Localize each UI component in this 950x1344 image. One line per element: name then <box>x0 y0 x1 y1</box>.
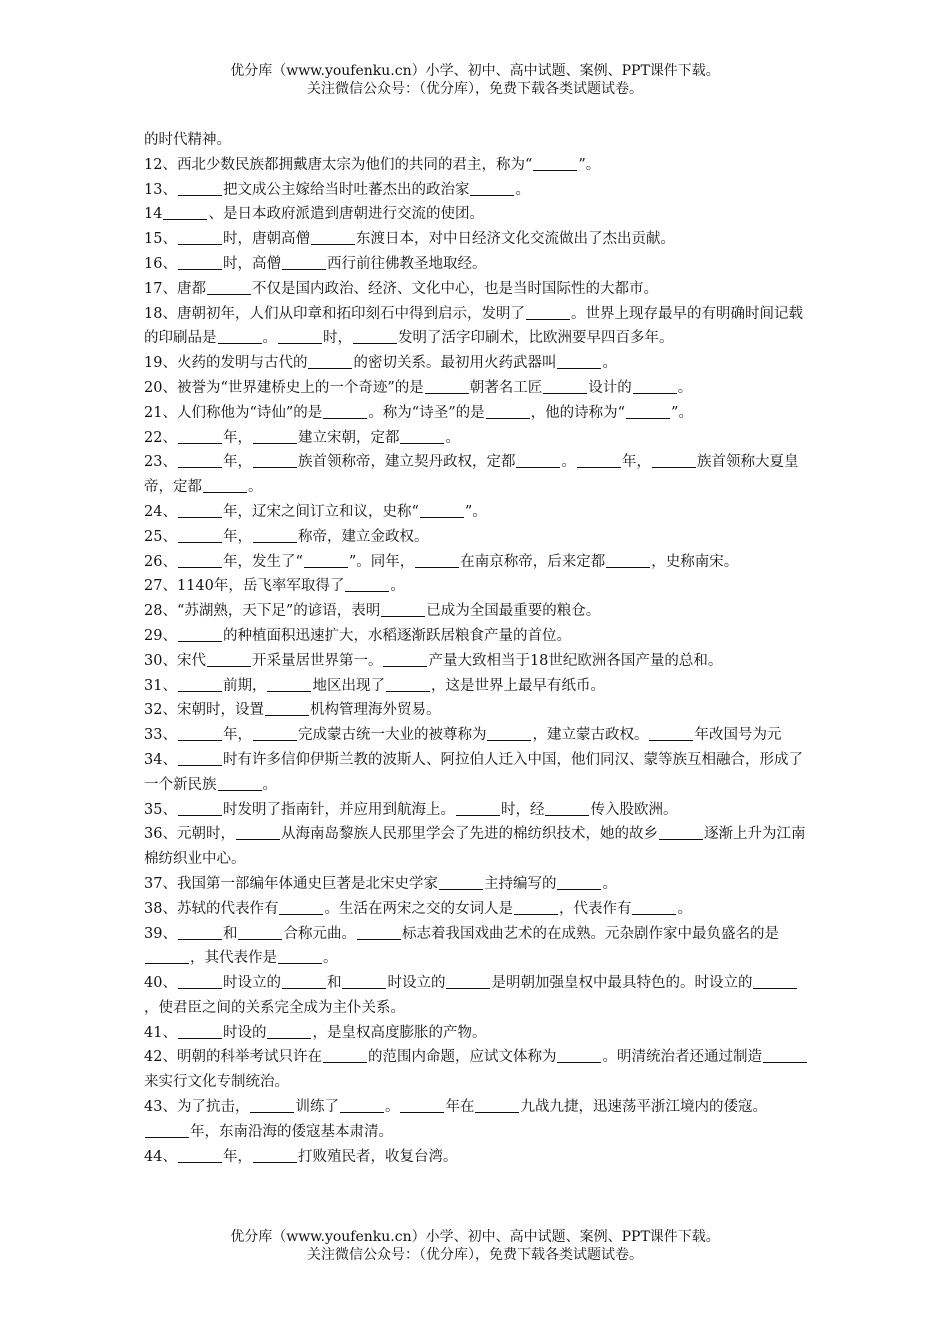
question-item: 21、人们称他为“诗仙”的是 。称为“诗圣”的是 ，他的诗称为“ ”。 <box>144 404 693 421</box>
fill-in-blank <box>753 974 797 990</box>
question-item: 36、元朝时， 从海南岛黎族人民那里学会了先进的棉纺织技术，她的故乡 逐渐上升为江南棉纺织业中心。 <box>144 826 806 868</box>
fill-in-blank <box>545 800 589 816</box>
fill-in-blank <box>253 726 297 742</box>
question-item: 27、1140年，岳飞率军取得了 。 <box>144 578 405 595</box>
question-item: 39、 和 合称元曲。 标志着我国戏曲艺术的在成熟。元杂剧作家中最负盛名的是，其代表作是 。 <box>144 925 779 967</box>
fill-in-blank <box>178 974 222 990</box>
fill-in-blank <box>323 1048 367 1064</box>
page-footer <box>0 1228 950 1264</box>
fill-in-blank <box>357 924 401 940</box>
fill-in-blank <box>253 428 297 444</box>
fill-in-blank <box>649 726 693 742</box>
fill-in-blank <box>439 874 483 890</box>
fill-in-blank <box>282 254 326 270</box>
fill-in-blank <box>178 453 222 469</box>
fill-in-blank <box>265 701 309 717</box>
fill-in-blank <box>178 428 222 444</box>
fill-in-blank <box>278 949 322 965</box>
question-item: 35、 时发明了指南针，并应用到航海上。 时，经 传入股欧洲。 <box>144 801 678 818</box>
question-item: 15、 时，唐朝高僧 东渡日本，对中日经济文化交流做出了杰出贡献。 <box>144 231 675 248</box>
header-line-2: 关注微信公众号：（优分库），免费下载各类试题试卷。 <box>307 81 643 97</box>
fill-in-blank <box>632 899 676 915</box>
fill-in-blank <box>238 924 282 940</box>
fill-in-blank <box>218 775 262 791</box>
fill-in-blank <box>218 329 262 345</box>
fill-in-blank <box>345 577 389 593</box>
fill-in-blank <box>178 527 222 543</box>
fill-in-blank <box>178 254 222 270</box>
question-item: 41、 时设的 ，是皇权高度膨胀的产物。 <box>144 1024 487 1041</box>
question-item: 25、 年， 称帝，建立金政权。 <box>144 528 429 545</box>
question-item: 31、 前期， 地区出现了 ，这是世界上最早有纸币。 <box>144 677 605 694</box>
fill-in-blank <box>308 354 352 370</box>
question-item: 28、“苏湖熟，天下足”的谚语，表明 已成为全国最重要的粮仓。 <box>144 603 601 620</box>
fill-in-blank <box>311 230 355 246</box>
header-line-1: 优分库（www.youfenku.cn）小学、初中、高中试题、案例、PPT课件下载。 <box>230 63 720 79</box>
fill-in-blank <box>659 825 703 841</box>
question-item: 12、西北少数民族都拥戴唐太宗为他们的共同的君主，称为“ ”。 <box>144 156 601 173</box>
fill-in-blank <box>323 403 367 419</box>
question-item: 30、宋代 开采量居世界第一。 产量大致相当于18世纪欧洲各国产量的总和。 <box>144 652 723 669</box>
question-item: 34、 时有许多信仰伊斯兰教的波斯人、阿拉伯人迁入中国，他们同汉、蒙等族互相融合，形成了一个新民族 。 <box>144 751 803 793</box>
fill-in-blank <box>178 552 222 568</box>
fill-in-blank <box>279 899 323 915</box>
page-header <box>0 62 950 98</box>
fill-in-blank <box>425 378 469 394</box>
fill-in-blank <box>253 1147 297 1163</box>
fill-in-blank <box>178 1147 222 1163</box>
fill-in-blank <box>446 974 490 990</box>
question-item: 18、唐朝初年，人们从印章和拓印刻石中得到启示，发明了 。世界上现存最早的有明确时间记载的印刷品是 。 时， 发明了活字印刷术，比欧洲要早四百多年。 <box>144 305 803 347</box>
question-item: 42、明朝的科举考试只许在 的范围内命题，应试文体称为 。明清统治者还通过制造来实行文化专制统治。 <box>144 1045 808 1095</box>
fill-in-blank <box>470 180 514 196</box>
fill-in-blank <box>557 354 601 370</box>
fill-in-blank <box>626 403 670 419</box>
fill-in-blank <box>145 949 189 965</box>
question-item: 20、被誉为“世界建桥史上的一个奇迹”的是 朝著名工匠 设计的 。 <box>144 379 693 396</box>
fill-in-blank <box>178 676 222 692</box>
fill-in-blank <box>487 726 531 742</box>
fill-in-blank <box>633 378 677 394</box>
question-item: 13、 把文成公主嫁给当时吐蕃杰出的政治家 。 <box>144 181 530 198</box>
question-item: 37、我国第一部编年体通史巨著是北宋史学家 主持编写的 。 <box>144 875 617 892</box>
fill-in-blank <box>383 651 427 667</box>
fill-in-blank <box>400 428 444 444</box>
question-item: 32、宋朝时，设置 机构管理海外贸易。 <box>144 702 441 719</box>
question-item: 44、 年， 打败殖民者，收复台湾。 <box>144 1148 458 1165</box>
fill-in-blank <box>381 602 425 618</box>
footer-line-2: 关注微信公众号：（优分库），免费下载各类试题试卷。 <box>307 1247 643 1263</box>
fill-in-blank <box>178 180 222 196</box>
fill-in-blank <box>486 403 530 419</box>
fill-in-blank <box>514 899 558 915</box>
question-item: 19、火药的发明与古代的 的密切关系。最初用火药武器叫 。 <box>144 355 617 372</box>
question-item: 22、 年， 建立宋朝，定都 。 <box>144 429 460 446</box>
fill-in-blank <box>163 205 207 221</box>
fill-in-blank <box>526 304 570 320</box>
fill-in-blank <box>282 974 326 990</box>
fill-in-blank <box>236 825 280 841</box>
fill-in-blank <box>145 1122 189 1138</box>
fill-in-blank <box>178 626 222 642</box>
fill-in-blank <box>353 329 397 345</box>
question-item: 33、 年， 完成蒙古统一大业的被尊称为 ，建立蒙古政权。 年改国号为元 <box>144 727 782 744</box>
question-item: 38、苏轼的代表作有 。生活在两宋之交的女词人是 ，代表作有 。 <box>144 900 692 917</box>
fill-in-blank <box>178 924 222 940</box>
fill-in-blank <box>415 552 459 568</box>
fill-in-blank <box>557 874 601 890</box>
fill-in-blank <box>400 1098 444 1114</box>
fill-in-blank <box>557 1048 601 1064</box>
fill-in-blank <box>456 800 500 816</box>
fill-in-blank <box>178 230 222 246</box>
question-item: 26、 年，发生了“ ”。同年， 在南京称帝，后来定都 ，史称南宋。 <box>144 553 739 570</box>
fill-in-blank <box>178 502 222 518</box>
fill-in-blank <box>606 552 650 568</box>
fill-in-blank <box>342 974 386 990</box>
fill-in-blank <box>203 478 247 494</box>
question-item: 29、 的种植面积迅速扩大，水稻逐渐跃居粮食产量的首位。 <box>144 627 571 644</box>
question-item: 40、 时设立的 和 时设立的 是明朝加强皇权中最具特色的。时设立的，使君臣之间的关系完全成为主仆关系。 <box>144 971 808 1021</box>
fill-in-blank <box>420 502 464 518</box>
fill-in-blank <box>207 651 251 667</box>
question-item: 24、 年，辽宋之间订立和议，史称“ ”。 <box>144 503 487 520</box>
fill-in-blank <box>178 800 222 816</box>
fill-in-blank <box>267 1023 311 1039</box>
fill-in-blank <box>178 1023 222 1039</box>
question-item: 43、为了抗击， 训练了 。 年在 九战九捷，迅速荡平浙江境内的倭寇。年，东南沿海的倭寇基本肃清。 <box>144 1099 767 1140</box>
fill-in-blank <box>267 676 311 692</box>
question-item: 14 、是日本政府派遣到唐朝进行交流的使团。 <box>144 206 484 223</box>
fill-in-blank <box>386 676 430 692</box>
fill-in-blank <box>516 453 560 469</box>
fill-in-blank <box>278 329 322 345</box>
fill-in-blank <box>207 279 251 295</box>
fill-in-blank <box>475 1098 519 1114</box>
fill-in-blank <box>652 453 696 469</box>
question-item: 的时代精神。 <box>144 132 231 148</box>
question-item: 17、唐都 不仅是国内政治、经济、文化中心，也是当时国际性的大都市。 <box>144 280 658 297</box>
fill-in-blank <box>533 155 577 171</box>
fill-in-blank <box>253 527 297 543</box>
fill-in-blank <box>340 1098 384 1114</box>
question-item: 16、 时，高僧 西行前往佛教圣地取经。 <box>144 255 487 272</box>
fill-in-blank <box>178 750 222 766</box>
fill-in-blank <box>577 453 621 469</box>
fill-in-blank <box>178 726 222 742</box>
question-list <box>144 128 808 1169</box>
fill-in-blank <box>543 378 587 394</box>
fill-in-blank <box>253 453 297 469</box>
fill-in-blank <box>250 1098 294 1114</box>
footer-line-1: 优分库（www.youfenku.cn）小学、初中、高中试题、案例、PPT课件下载。 <box>230 1229 720 1245</box>
question-item: 23、 年， 族首领称帝，建立契丹政权，定都 。 年， 族首领称大夏皇帝，定都 。 <box>144 454 799 496</box>
fill-in-blank <box>763 1048 807 1064</box>
fill-in-blank <box>304 552 348 568</box>
